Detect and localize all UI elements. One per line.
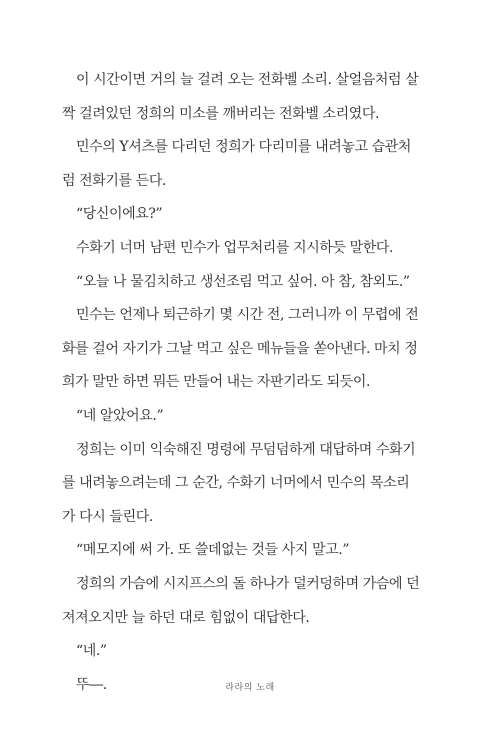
text-line: “메모지에 써 가. 또 쓸데없는 것들 사지 말고.” xyxy=(76,542,350,559)
text-line: “네 알았어요.” xyxy=(76,407,164,424)
text-line: 를 내려놓으려는데 그 순간, 수화기 너머에서 민수의 목소리 xyxy=(62,475,410,492)
text-line: 수화기 너머 남편 민수가 업무처리를 지시하듯 말한다. xyxy=(76,239,394,256)
text-line: 가 다시 들린다. xyxy=(62,508,153,525)
text-line: 정희의 가슴에 시지프스의 돌 하나가 덜커덩하며 가슴에 던 xyxy=(76,575,420,592)
text-line: 화를 걸어 자기가 그날 먹고 싶은 메뉴들을 쏟아낸다. 마치 정 xyxy=(62,340,418,357)
text-line: 정희는 이미 익숙해진 명령에 무덤덤하게 대답하며 수화기 xyxy=(76,441,416,458)
body-text xyxy=(62,64,442,702)
text-line: 민수는 언제나 퇴근하기 몇 시간 전, 그러니까 이 무렵에 전 xyxy=(76,307,419,324)
text-line: 희가 말만 하면 뭐든 만들어 내는 자판기라도 되듯이. xyxy=(62,374,371,391)
text-line: 럼 전화기를 든다. xyxy=(62,172,167,189)
text-line: 이 시간이면 거의 늘 걸려 오는 전화벨 소리. 살얼음처럼 살 xyxy=(76,72,419,88)
text-line: 져져오지만 늘 하던 대로 힘없이 대답한다. xyxy=(62,609,310,626)
text-line: 뚜―. xyxy=(76,676,107,693)
text-line: “오늘 나 물김치하고 생선조림 먹고 싶어. 아 참, 참외도.” xyxy=(76,273,410,290)
running-footer-title: 라라의 노래 xyxy=(225,683,275,693)
text-line: 민수의 Y셔츠를 다리던 정희가 다리미를 내려놓고 습관처 xyxy=(76,139,411,156)
text-line: 짝 걸려있던 정희의 미소를 깨버리는 전화벨 소리였다. xyxy=(62,105,380,122)
text-line: “네.” xyxy=(76,643,107,660)
text-line: “당신이에요?” xyxy=(76,206,163,223)
